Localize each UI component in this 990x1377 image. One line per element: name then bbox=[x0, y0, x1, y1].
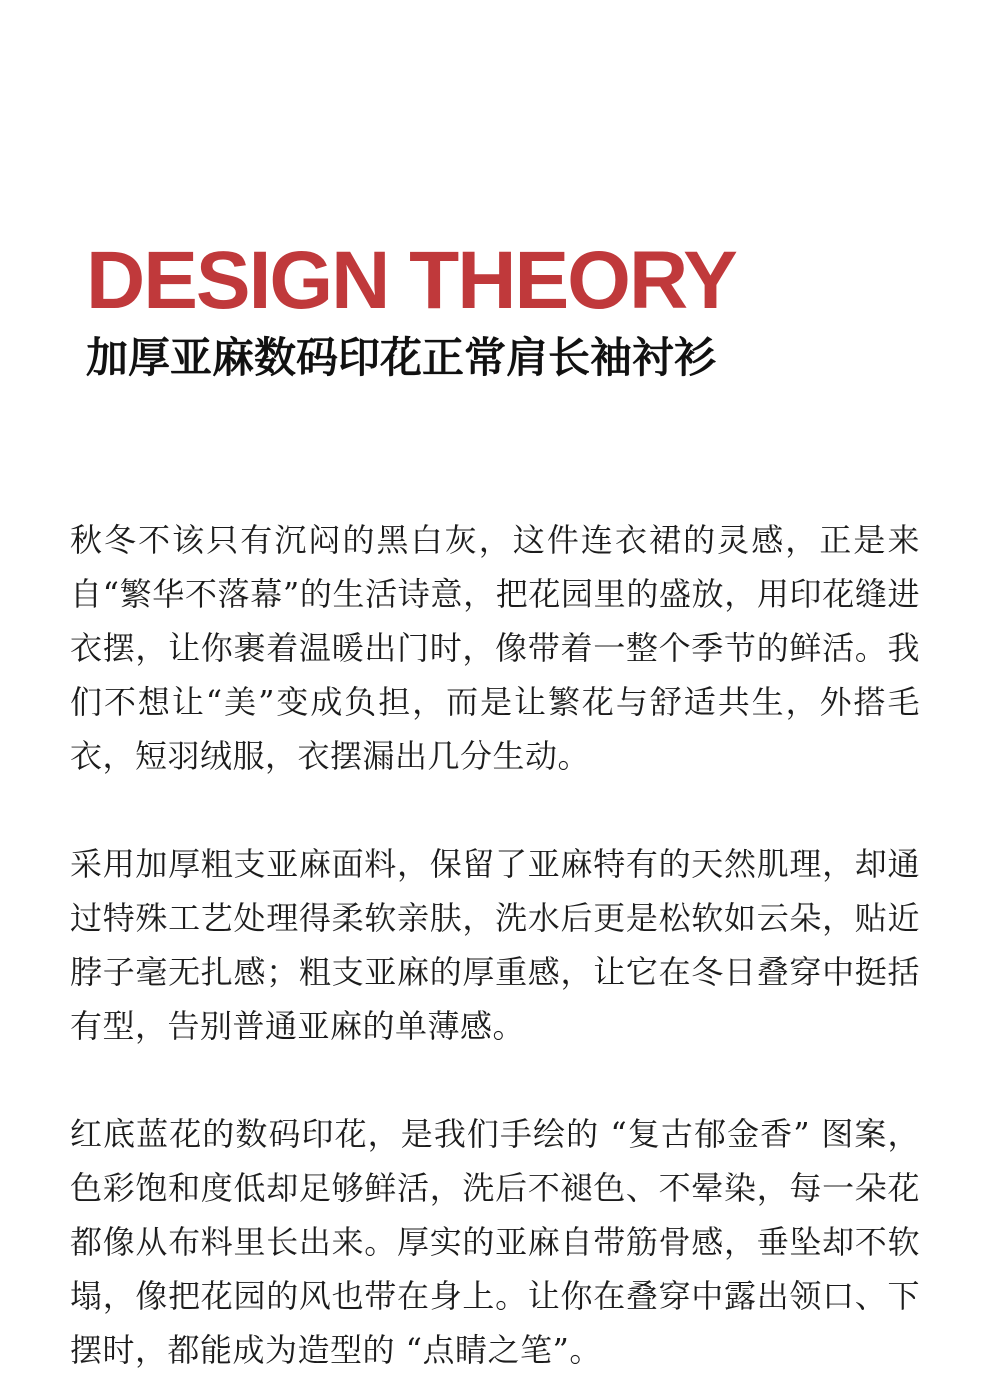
paragraph-print: 红底蓝花的数码印花，是我们手绘的 “复古郁金香” 图案，色彩饱和度低却足够鲜活，洗后不褪色、不晕染，每一朵花都像从布料里长出来。厚实的亚麻自带筋骨感，垂坠却不软塌，像把花园的风也带在身上。让你在叠穿中露出领口、下摆时，都能成为造型的 “点睛之笔”。 bbox=[70, 1115, 920, 1369]
paragraph-fabric: 采用加厚粗支亚麻面料，保留了亚麻特有的天然肌理，却通过特殊工艺处理得柔软亲肤，洗水后更是松软如云朵，贴近脖子毫无扎感；粗支亚麻的厚重感，让它在冬日叠穿中挺括有型，告别普通亚麻的单薄感。 bbox=[70, 845, 920, 1045]
page-subtitle: 加厚亚麻数码印花正常肩长袖衬衫 bbox=[86, 333, 717, 382]
paragraph-inspiration: 秋冬不该只有沉闷的黑白灰，这件连衣裙的灵感，正是来自“繁华不落幕”的生活诗意，把花园里的盛放，用印花缝进衣摆，让你裹着温暖出门时，像带着一整个季节的鲜活。我们不想让“美”变成负担，而是让繁花与舒适共生，外搭毛衣，短羽绒服，衣摆漏出几分生动。 bbox=[70, 521, 920, 775]
page-title: DESIGN THEORY bbox=[86, 235, 736, 326]
description-body bbox=[70, 513, 920, 1377]
